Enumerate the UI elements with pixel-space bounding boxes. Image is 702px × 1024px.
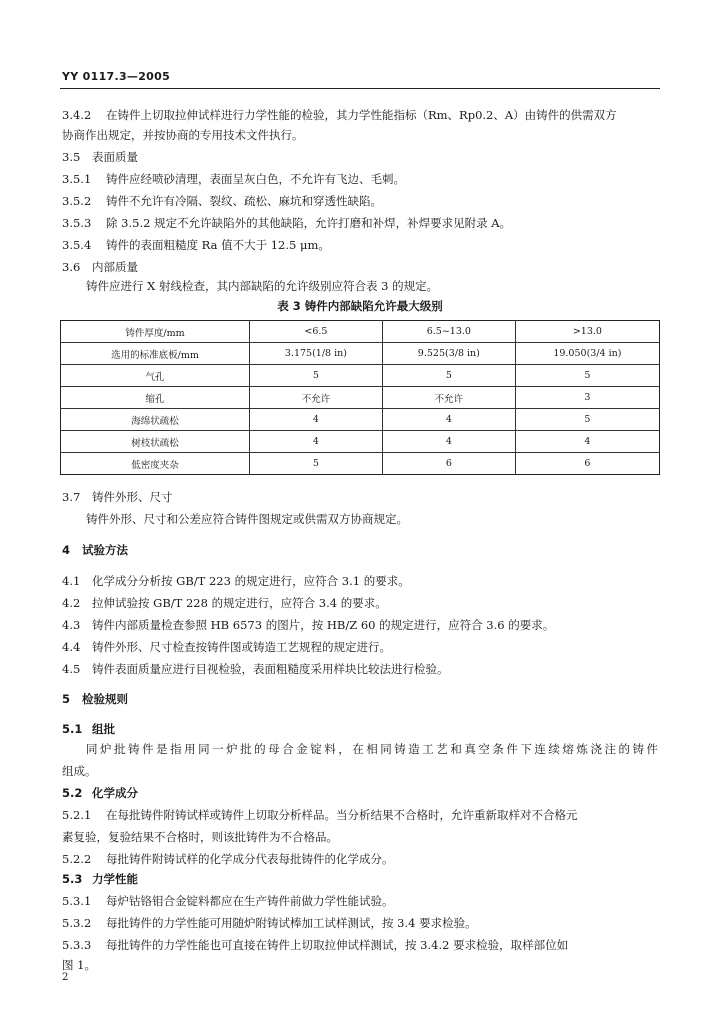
table-cell: 3.175(1/8 in): [250, 343, 383, 365]
para-4-1: [62, 574, 410, 588]
clause-text: 铸件的表面粗糙度 Ra 值不大于 12.5 μm。: [106, 238, 330, 252]
clause-number: 5.3.2: [62, 916, 92, 930]
para-4-3: [62, 618, 554, 632]
table-cell: 5: [382, 365, 515, 387]
table-cell: 5: [515, 365, 659, 387]
table-header-cell: 铸件厚度/mm: [61, 321, 250, 343]
table-cell: 不允许: [382, 387, 515, 409]
table-row: [61, 409, 660, 431]
para-5-3-2: [62, 916, 477, 930]
clause-text: 除 3.5.2 规定不允许缺陷外的其他缺陷，允许打磨和补焊，补焊要求见附录 A。: [106, 216, 512, 230]
para-3-5-4: [62, 238, 330, 252]
clause-number: 5.3: [62, 872, 83, 886]
table-cell: 4: [382, 431, 515, 453]
heading-text: 铸件外形、尺寸: [92, 490, 173, 504]
clause-number: 4.2: [62, 596, 81, 610]
clause-text: 每炉钴铬钼合金锭料都应在生产铸件前做力学性能试验。: [106, 894, 394, 908]
clause-text: 拉伸试验按 GB/T 228 的规定进行，应符合 3.4 的要求。: [92, 596, 387, 610]
para-4-5: [62, 662, 449, 676]
table-row: [61, 387, 660, 409]
heading-5-1: [62, 722, 115, 736]
clause-text: 在铸件上切取拉伸试样进行力学性能的检验，其力学性能指标（Rm、Rp0.2、A）由铸件的供需双方: [106, 108, 617, 122]
heading-text: 检验规则: [82, 692, 128, 706]
clause-number: 3.7: [62, 490, 81, 504]
clause-number: 3.5: [62, 150, 81, 164]
heading-3-6: [62, 260, 138, 274]
table-3-caption: 表 3 铸件内部缺陷允许最大级别: [277, 299, 443, 313]
table-cell: 4: [515, 431, 659, 453]
heading-text: 内部质量: [92, 260, 138, 274]
clause-text: 化学成分分析按 GB/T 223 的规定进行，应符合 3.1 的要求。: [92, 574, 410, 588]
para-5-3-3-line1: [62, 938, 568, 952]
heading-text: 化学成分: [92, 786, 138, 800]
table-cell: 5: [515, 409, 659, 431]
table-cell: 4: [250, 409, 383, 431]
table-row: [61, 365, 660, 387]
para-5-3-3-line2: 图 1。: [62, 958, 96, 972]
clause-number: 4.4: [62, 640, 81, 654]
para-5-3-1: [62, 894, 394, 908]
para-3-4-2-line1: [62, 108, 617, 122]
standard-code: YY 0117.3—2005: [62, 70, 171, 83]
table-cell: 4: [382, 409, 515, 431]
clause-number: 5.2.2: [62, 852, 92, 866]
para-5-2-1-line2: 素复验，复验结果不合格时，则该批铸件为不合格品。: [62, 830, 338, 844]
clause-number: 5.2: [62, 786, 83, 800]
clause-number: 3.4.2: [62, 108, 92, 122]
table-cell: 海绵状疏松: [61, 409, 250, 431]
clause-number: 3.5.2: [62, 194, 92, 208]
table-header-cell: 6.5~13.0: [382, 321, 515, 343]
clause-number: 5.2.1: [62, 808, 92, 822]
table-header-cell: >13.0: [515, 321, 659, 343]
clause-text: 每批铸件的力学性能可用随炉附铸试棒加工试样测试，按 3.4 要求检验。: [106, 916, 477, 930]
table-cell: 3: [515, 387, 659, 409]
para-4-2: [62, 596, 387, 610]
clause-text: 铸件表面质量应进行目视检验，表面粗糙度采用样块比较法进行检验。: [92, 662, 449, 676]
clause-number: 3.5.4: [62, 238, 92, 252]
table-row: [61, 431, 660, 453]
clause-text: 每批铸件的力学性能也可直接在铸件上切取拉伸试样测试，按 3.4.2 要求检验，取样部位如: [106, 938, 569, 952]
para-5-1-line2: 组成。: [62, 764, 97, 778]
heading-5: [62, 692, 128, 706]
para-5-2-1-line1: [62, 808, 578, 822]
table-row: [61, 453, 660, 475]
table-cell: 缩孔: [61, 387, 250, 409]
para-5-1-line1: 同炉批铸件是指用同一炉批的母合金锭料，在相同铸造工艺和真空条件下连续熔炼浇注的铸件: [86, 742, 658, 756]
heading-text: 组批: [92, 722, 115, 736]
heading-text: 表面质量: [92, 150, 138, 164]
clause-number: 3.5.3: [62, 216, 92, 230]
heading-4: [62, 543, 128, 557]
clause-text: 铸件内部质量检查参照 HB 6573 的图片，按 HB/Z 60 的规定进行，应符合 3.6 的要求。: [92, 618, 555, 632]
clause-text: 铸件外形、尺寸检查按铸件图或铸造工艺规程的规定进行。: [92, 640, 391, 654]
table-cell: 不允许: [250, 387, 383, 409]
table-cell: 气孔: [61, 365, 250, 387]
para-3-6-body: 铸件应进行 X 射线检查，其内部缺陷的允许级别应符合表 3 的规定。: [86, 279, 439, 293]
para-3-5-3: [62, 216, 511, 230]
heading-5-2: [62, 786, 138, 800]
table-cell: 4: [250, 431, 383, 453]
heading-3-5: [62, 150, 138, 164]
table-row: [61, 343, 660, 365]
table-cell: 低密度夹杂: [61, 453, 250, 475]
clause-number: 4.5: [62, 662, 81, 676]
para-4-4: [62, 640, 391, 654]
para-3-5-1: [62, 172, 405, 186]
table-cell: 5: [250, 365, 383, 387]
clause-text: 在每批铸件附铸试样或铸件上切取分析样品。当分析结果不合格时，允许重新取样对不合格元: [106, 808, 578, 822]
clause-number: 5.1: [62, 722, 83, 736]
table-cell: 9.525(3/8 in): [382, 343, 515, 365]
table-cell: 选用的标准底板/mm: [61, 343, 250, 365]
clause-text: 铸件应经喷砂清理，表面呈灰白色，不允许有飞边、毛刺。: [106, 172, 405, 186]
table-cell: 19.050(3/4 in): [515, 343, 659, 365]
clause-text: 铸件不允许有冷隔、裂纹、疏松、麻坑和穿透性缺陷。: [106, 194, 382, 208]
table-cell: 6: [515, 453, 659, 475]
clause-number: 4.1: [62, 574, 81, 588]
clause-number: 5: [62, 692, 71, 706]
defect-level-table: [60, 320, 660, 475]
para-3-7-body: 铸件外形、尺寸和公差应符合铸件图规定或供需双方协商规定。: [86, 512, 408, 526]
clause-number: 4.3: [62, 618, 81, 632]
para-3-5-2: [62, 194, 382, 208]
clause-number: 5.3.1: [62, 894, 92, 908]
clause-number: 3.5.1: [62, 172, 92, 186]
para-3-4-2-line2: 协商作出规定，并按协商的专用技术文件执行。: [62, 128, 304, 142]
clause-text: 每批铸件附铸试样的化学成分代表每批铸件的化学成分。: [106, 852, 394, 866]
heading-text: 试验方法: [82, 543, 128, 557]
table-cell: 树枝状疏松: [61, 431, 250, 453]
table-cell: 6: [382, 453, 515, 475]
heading-3-7: [62, 490, 173, 504]
clause-number: 4: [62, 543, 71, 557]
page-number: 2: [62, 972, 69, 983]
header-divider: [60, 88, 660, 89]
heading-text: 力学性能: [92, 872, 138, 886]
heading-5-3: [62, 872, 138, 886]
table-header-row: [61, 321, 660, 343]
table-cell: 5: [250, 453, 383, 475]
para-5-2-2: [62, 852, 394, 866]
clause-number: 5.3.3: [62, 938, 92, 952]
table-header-cell: <6.5: [250, 321, 383, 343]
clause-number: 3.6: [62, 260, 81, 274]
